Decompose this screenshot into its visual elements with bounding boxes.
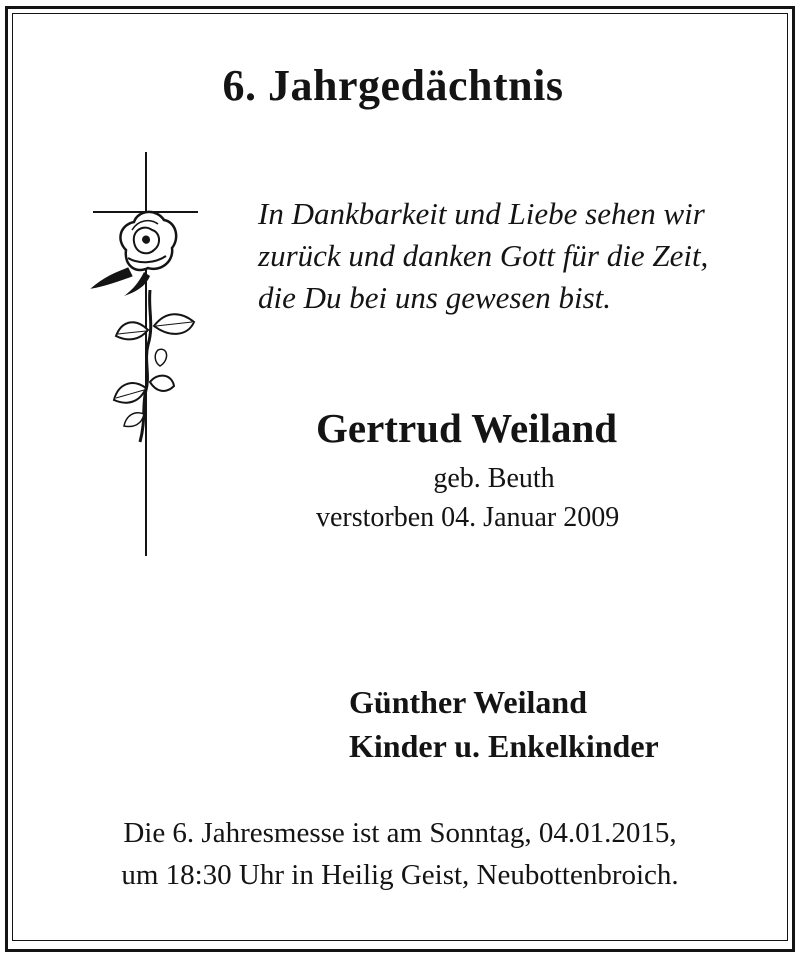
deceased-name: Gertrud Weiland (316, 405, 618, 451)
cross-with-rose (88, 150, 203, 560)
mourner-line: Günther Weiland (349, 684, 587, 720)
cross-icon (88, 150, 203, 560)
verse-line: In Dankbarkeit und Liebe sehen wir (258, 196, 705, 231)
mourner-line: Kinder u. Enkelkinder (349, 728, 659, 764)
mass-info-line: um 18:30 Uhr in Heilig Geist, Neubottenbroich. (121, 859, 679, 891)
maiden-name: geb. Beuth (433, 463, 555, 494)
rose-icon (92, 212, 194, 442)
mass-info (0, 812, 800, 896)
notice-heading (0, 60, 800, 111)
mass-info-line: Die 6. Jahresmesse ist am Sonntag, 04.01.2015, (123, 817, 677, 849)
verse-line: die Du bei uns gewesen bist. (258, 280, 612, 315)
notice-heading-text: 6. Jahrgedächtnis (222, 61, 564, 110)
verse (258, 193, 778, 319)
verse-line: zurück und danken Gott für die Zeit, (258, 238, 709, 273)
mourners (349, 680, 659, 768)
date-of-death: verstorben 04. Januar 2009 (316, 502, 620, 533)
